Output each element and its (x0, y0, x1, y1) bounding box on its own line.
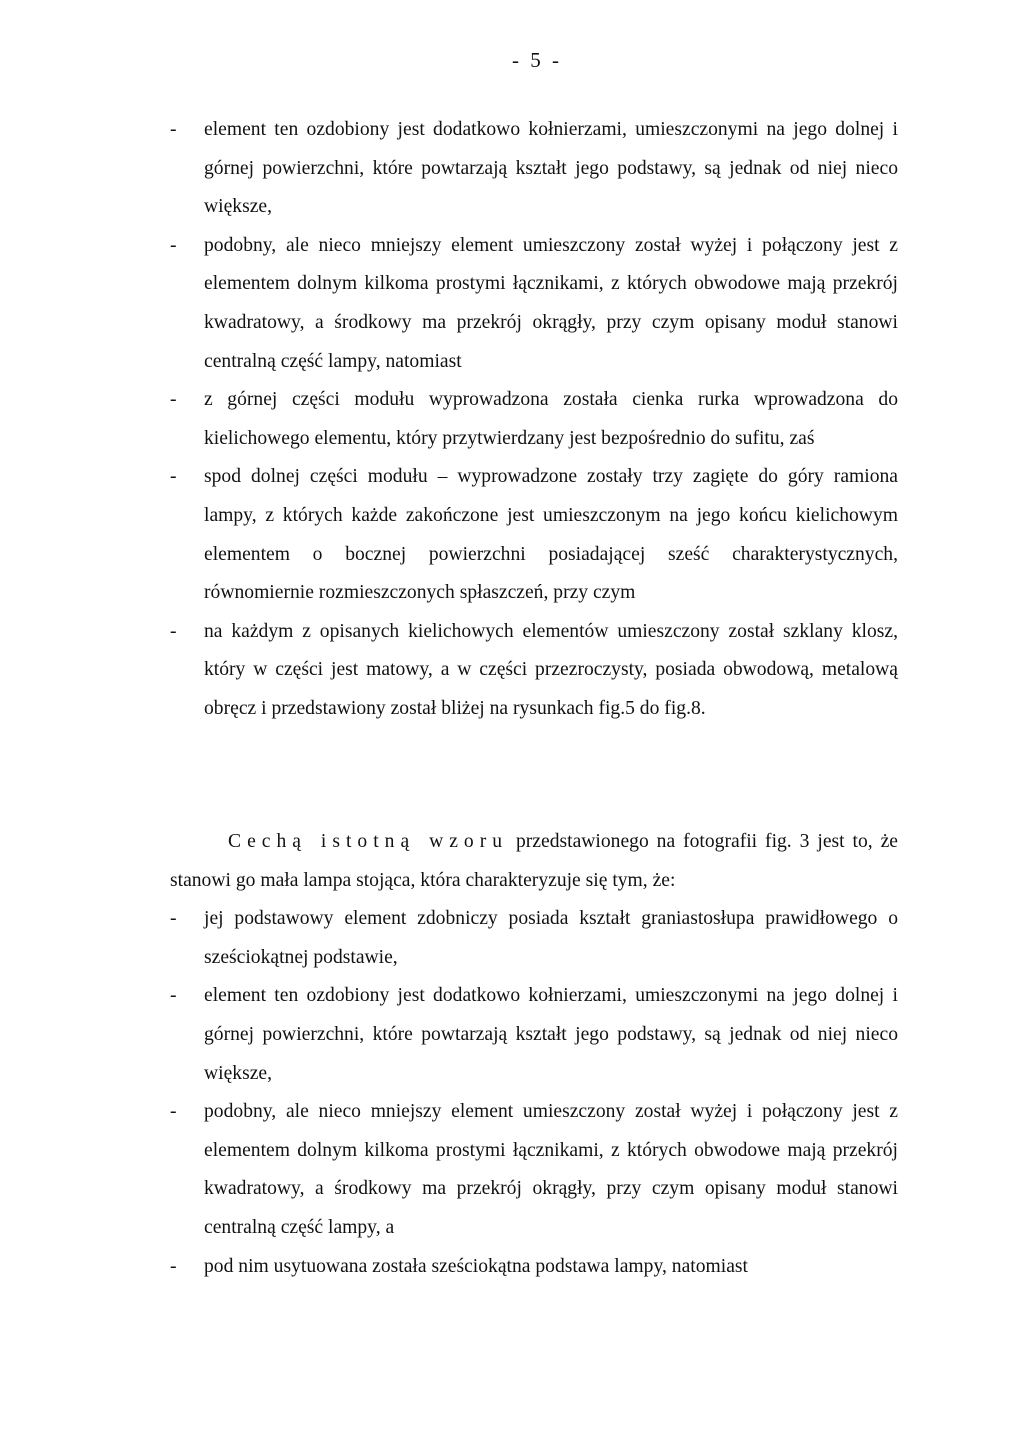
list-dash: - (170, 466, 177, 488)
list-dash: - (170, 985, 177, 1007)
list-dash: - (170, 389, 177, 411)
list-dash: - (170, 908, 177, 930)
list-dash: - (170, 1101, 177, 1123)
list-item (170, 1248, 898, 1287)
list-dash: - (170, 234, 177, 256)
list-item (170, 977, 898, 1093)
section-intro-emphasis: Cechą istotną wzoru (228, 831, 509, 852)
list-item-text: podobny, ale nieco mniejszy element umieszczony został wyżej i połączony jest z elementem dolnym kilkoma prostymi łącznikami, z których obwodowe mają przekrój kwadratowy, a środkowy ma przekrój okrągły, przy czym opisany moduł stanowi centralną część lampy, natomiast (204, 234, 898, 372)
list-item (170, 613, 898, 729)
list-dash: - (170, 1255, 177, 1277)
list-item-text: spod dolnej części modułu – wyprowadzone zostały trzy zagięte do góry ramiona lampy, z których każde zakończone jest umieszczonym na jego końcu kielichowym elementem o bocznej powierzchni posiadającej sześć charakterystycznych, równomiernie rozmieszczonych spłaszczeń, przy czym (204, 466, 898, 604)
list-item-text: podobny, ale nieco mniejszy element umieszczony został wyżej i połączony jest z elementem dolnym kilkoma prostymi łącznikami, z których obwodowe mają przekrój kwadratowy, a środkowy ma przekrój okrągły, przy czym opisany moduł stanowi centralną część lampy, a (204, 1101, 898, 1238)
list-item-text: z górnej części modułu wyprowadzona została cienka rurka wprowadzona do kielichowego elementu, który przytwierdzany jest bezpośrednio do sufitu, zaś (204, 389, 898, 449)
section-intro-text: przedstawionego na fotografii fig. 3 jest to, że stanowi go mała lampa stojąca, która charakteryzuje się tym, że: (170, 831, 898, 891)
list-item (170, 111, 898, 227)
list-item-text: jej podstawowy element zdobniczy posiada kształt graniastosłupa prawidłowego o sześciokątnej podstawie, (204, 908, 898, 968)
list-dash: - (170, 620, 177, 642)
list-item-text: na każdym z opisanych kielichowych elementów umieszczony został szklany klosz, który w części jest matowy, a w części przezroczysty, posiada obwodową, metalową obręcz i przedstawiony został bliżej na rysunkach fig.5 do fig.8. (204, 620, 898, 719)
list-item (170, 900, 898, 977)
list-item (170, 227, 898, 381)
list-item (170, 381, 898, 458)
list-item-text: element ten ozdobiony jest dodatkowo kołnierzami, umieszczonymi na jego dolnej i górnej powierzchni, które powtarzają kształt jego podstawy, są jednak od niej nieco większe, (204, 119, 898, 218)
feature-list-continued (170, 111, 898, 729)
essential-feature-section (170, 823, 898, 1286)
list-item-text: pod nim usytuowana została sześciokątna podstawa lampy, natomiast (204, 1255, 748, 1277)
list-item (170, 458, 898, 612)
list-item-text: element ten ozdobiony jest dodatkowo kołnierzami, umieszczonymi na jego dolnej i górnej powierzchni, które powtarzają kształt jego podstawy, są jednak od niej nieco większe, (204, 985, 898, 1084)
list-dash: - (170, 119, 177, 140)
list-item (170, 1093, 898, 1247)
page-number: - 5 - (512, 48, 562, 72)
section-intro (170, 823, 898, 900)
